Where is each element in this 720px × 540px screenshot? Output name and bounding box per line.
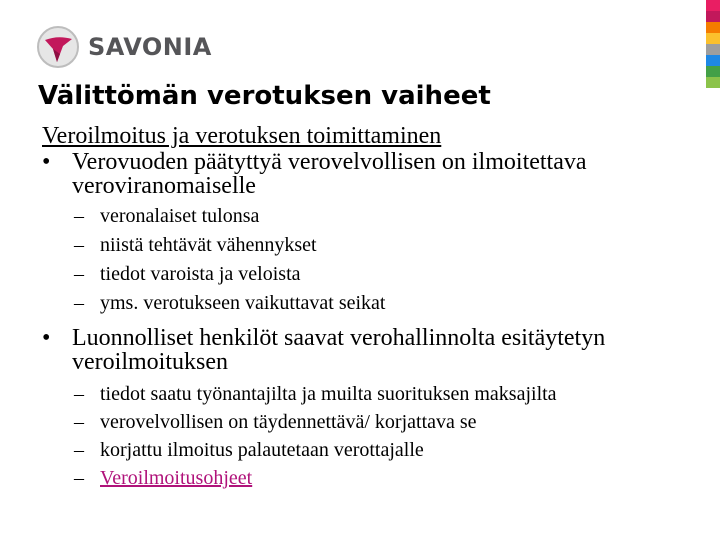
- sub-item-text: niistä tehtävät vähennykset: [100, 234, 317, 256]
- stripe: [706, 11, 720, 22]
- stripe: [706, 66, 720, 77]
- bullet-text: Luonnolliset henkilöt saavat verohallinnolta esitäytetyn veroilmoituksen: [72, 325, 606, 375]
- sub-item-text: veronalaiset tulonsa: [100, 205, 260, 227]
- sub-item: [42, 438, 707, 462]
- stripe: [706, 44, 720, 55]
- sub-item-text: tiedot saatu työnantajilta ja muilta suorituksen maksajilta: [100, 383, 557, 405]
- dash-marker: –: [74, 467, 84, 489]
- dash-marker: –: [74, 205, 84, 227]
- sub-item-text: verovelvollisen on täydennettävä/ korjattava se: [100, 411, 477, 433]
- stripe: [706, 22, 720, 33]
- bullet-item: [42, 150, 707, 198]
- slide-title: Välittömän verotuksen vaiheet: [38, 81, 491, 111]
- veroilmoitusohjeet-link[interactable]: Veroilmoitusohjeet: [100, 467, 253, 489]
- sub-item: [42, 260, 707, 289]
- dash-marker: –: [74, 234, 84, 256]
- stripe: [706, 0, 720, 11]
- dash-marker: –: [74, 411, 84, 433]
- sub-list: [42, 382, 707, 490]
- sub-list: [42, 202, 707, 318]
- savonia-logo-mark-icon: [36, 25, 80, 69]
- sub-item-text: yms. verotukseen vaikuttavat seikat: [100, 292, 386, 314]
- bullet-marker: •: [42, 149, 51, 175]
- savonia-logo: [36, 24, 212, 70]
- sub-item-text: tiedot varoista ja veloista: [100, 263, 301, 285]
- dash-marker: –: [74, 292, 84, 314]
- sub-item-text: korjattu ilmoitus palautetaan verottajalle: [100, 439, 424, 461]
- bullet-text: Verovuoden päätyttyä verovelvollisen on ilmoitettava veroviranomaiselle: [72, 149, 587, 199]
- color-stripes: [706, 0, 720, 88]
- stripe: [706, 55, 720, 66]
- bullet-item: [42, 326, 707, 374]
- sub-item: [42, 466, 707, 490]
- sub-item: [42, 382, 707, 406]
- stripe: [706, 77, 720, 88]
- bullet-marker: •: [42, 325, 51, 351]
- sub-item: [42, 202, 707, 231]
- section-heading: Veroilmoitus ja verotuksen toimittaminen: [42, 123, 442, 149]
- dash-marker: –: [74, 439, 84, 461]
- stripe: [706, 33, 720, 44]
- sub-item: [42, 410, 707, 434]
- dash-marker: –: [74, 263, 84, 285]
- slide-content: [42, 122, 707, 494]
- dash-marker: –: [74, 383, 84, 405]
- sub-item: [42, 289, 707, 318]
- sub-item: [42, 231, 707, 260]
- logo-text: SAVONIA: [88, 33, 212, 61]
